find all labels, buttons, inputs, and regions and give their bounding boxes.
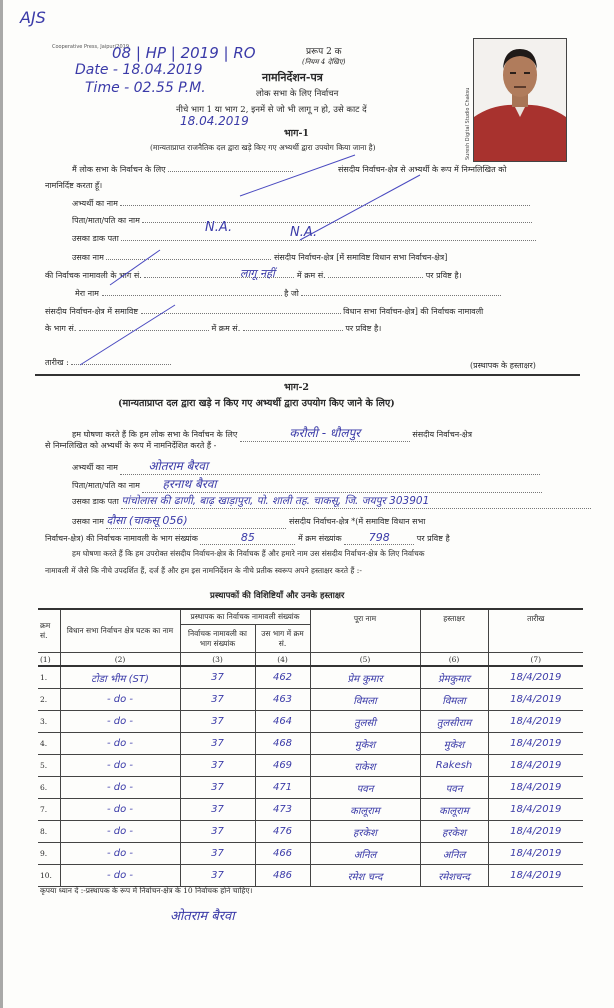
row-date[interactable]: 18/4/2019 [488, 689, 583, 711]
proposers-table [38, 608, 583, 887]
form-number: प्ररूप 2 क [306, 47, 342, 57]
table-row [38, 777, 583, 799]
row-date[interactable]: 18/4/2019 [488, 799, 583, 821]
row-signature[interactable]: तुलसीराम [420, 711, 488, 733]
header-roll-group: प्रस्थापक का निर्वाचक नामावली संख्यांक [180, 609, 310, 625]
row-full-name[interactable]: पवन [310, 777, 420, 799]
part1-line2: नामनिर्दिष्ट करता हूँ। [45, 181, 103, 190]
row-full-name[interactable]: विमला [310, 689, 420, 711]
handwritten-time: Time - 02.55 P.M. [85, 80, 206, 96]
row-assembly[interactable]: - do - [60, 733, 180, 755]
table-row [38, 711, 583, 733]
part2-address-label: उसका डाक पता [72, 497, 119, 506]
header-date: तारीख [488, 609, 583, 653]
row-assembly[interactable]: टोडा भीम (ST) [60, 666, 180, 689]
table-row [38, 666, 583, 689]
row-date[interactable]: 18/4/2019 [488, 865, 583, 887]
strike-note-na-3: लागू नहीं [240, 267, 275, 280]
header-sno: क्रम सं. [38, 609, 60, 653]
row-sno: 8. [38, 821, 60, 843]
row-signature[interactable]: रमेशचन्द [420, 865, 488, 887]
row-assembly[interactable]: - do - [60, 843, 180, 865]
row-sno: 4. [38, 733, 60, 755]
header-signature: हस्ताक्षर [420, 609, 488, 653]
part2-candidate-label: अभ्यर्थी का नाम [72, 463, 118, 472]
part1-serial-label: में क्रम सं. [296, 271, 326, 280]
part1-constituency-text: संसदीय निर्वाचन-क्षेत्र [में समाविष्ट विधान सभा निर्वाचन-क्षेत्र] [273, 253, 448, 262]
strike-note-na-2: N.A. [290, 225, 318, 240]
candidate-signature: ओतराम बैरवा [170, 909, 235, 924]
part2-serial-label: में क्रम संख्यांक [297, 534, 342, 543]
form-rule: (नियम 4 देखिए) [302, 58, 346, 66]
part1-serial-label-2: में क्रम सं. [211, 324, 241, 333]
row-date[interactable]: 18/4/2019 [488, 821, 583, 843]
row-signature[interactable]: पवन [420, 777, 488, 799]
colnum-4: (4) [255, 653, 310, 667]
colnum-1: (1) [38, 653, 60, 667]
part2-heading: भाग-2 [284, 382, 310, 393]
row-part-no[interactable]: 37 [180, 711, 255, 733]
row-sno: 2. [38, 689, 60, 711]
part2-hisname-label: उसका नाम [72, 517, 104, 526]
part2-decl-a: हम घोषणा करते हैं कि हम लोक सभा के निर्वाचन के लिए [72, 430, 238, 439]
corner-annotation: AJS [20, 8, 46, 27]
part1-roll-part-label: की निर्वाचक नामावली के भाग सं. [45, 271, 142, 280]
row-serial-no[interactable]: 463 [255, 689, 310, 711]
part1-candidate-label: अभ्यर्थी का नाम [72, 199, 118, 208]
row-full-name[interactable]: तुलसी [310, 711, 420, 733]
row-sno: 6. [38, 777, 60, 799]
row-serial-no[interactable]: 466 [255, 843, 310, 865]
row-serial-no[interactable]: 468 [255, 733, 310, 755]
colnum-3: (3) [180, 653, 255, 667]
part1-hisname-label: उसका नाम [72, 253, 104, 262]
row-signature[interactable]: विमला [420, 689, 488, 711]
part2-candidate-field[interactable]: ओतराम बैरवा [120, 457, 540, 475]
part2-hisname-field[interactable]: दौसा (चाकसू 056) [106, 513, 286, 529]
row-full-name[interactable]: मुकेश [310, 733, 420, 755]
part1-included-label: संसदीय निर्वाचन-क्षेत्र में समाविष्ट [45, 307, 139, 316]
row-date[interactable]: 18/4/2019 [488, 755, 583, 777]
row-assembly[interactable]: - do - [60, 711, 180, 733]
row-serial-no[interactable]: 473 [255, 799, 310, 821]
row-serial-no[interactable]: 469 [255, 755, 310, 777]
row-date[interactable]: 18/4/2019 [488, 711, 583, 733]
colnum-5: (5) [310, 653, 420, 667]
row-part-no[interactable]: 37 [180, 843, 255, 865]
row-part-no[interactable]: 37 [180, 865, 255, 887]
row-full-name[interactable]: रमेश चन्द [310, 865, 420, 887]
row-part-no[interactable]: 37 [180, 777, 255, 799]
row-serial-no[interactable]: 462 [255, 666, 310, 689]
row-part-no[interactable]: 37 [180, 733, 255, 755]
table-row [38, 689, 583, 711]
row-sno: 1. [38, 666, 60, 689]
handwritten-date-below: 18.04.2019 [180, 114, 249, 128]
strike-lines [0, 0, 614, 400]
row-sno: 3. [38, 711, 60, 733]
part2-roll-part-field[interactable]: 85 [200, 531, 295, 545]
part1-myname-label: मेरा नाम [75, 289, 99, 298]
part1-date-label: तारीख : [45, 358, 69, 367]
row-assembly[interactable]: - do - [60, 777, 180, 799]
part1-entered-label-2: पर प्रविष्ट है। [345, 324, 382, 333]
row-date[interactable]: 18/4/2019 [488, 777, 583, 799]
part1-signature-label: (प्रस्थापक के हस्ताक्षर) [470, 361, 536, 370]
part2-entered-label: पर प्रविष्ट है [416, 534, 450, 543]
part2-father-field[interactable]: हरनाथ बैरवा [142, 475, 542, 493]
handwritten-ref: 08 | HP | 2019 | RO [112, 44, 256, 62]
row-serial-no[interactable]: 476 [255, 821, 310, 843]
part1-address-label: उसका डाक पता [72, 234, 119, 243]
colnum-2: (2) [60, 653, 180, 667]
row-assembly[interactable]: - do - [60, 689, 180, 711]
form-title: नामनिर्देशन-पत्र [262, 71, 323, 84]
part2-constituency-text: संसदीय निर्वाचन-क्षेत्र *(में समाविष्ट विधान सभा [288, 517, 426, 526]
row-signature[interactable]: हरकेश [420, 821, 488, 843]
part1-subheading: (मान्यताप्राप्त राजनैतिक दल द्वारा खड़े किए गए अभ्यर्थी द्वारा उपयोग किया जाना है) [150, 143, 376, 152]
part2-decl-c: से निम्नलिखित को अभ्यर्थी के रूप में नामनिर्देशित करते हैं - [45, 441, 217, 450]
part1-heading: भाग-1 [284, 128, 310, 139]
part1-assembly-label: विधान सभा निर्वाचन-क्षेत्र] की निर्वाचक नामावली [343, 307, 484, 316]
part2-constituency-field[interactable]: करौली - धौलपुर [240, 424, 410, 442]
part1-part-no-label: के भाग सं. [45, 324, 77, 333]
form-instruction: नीचे भाग 1 या भाग 2, इनमें से जो भी लागू न हो, उसे काट दें [176, 105, 367, 115]
row-full-name[interactable]: अनिल [310, 843, 420, 865]
row-date[interactable]: 18/4/2019 [488, 843, 583, 865]
row-part-no[interactable]: 37 [180, 821, 255, 843]
row-serial-no[interactable]: 486 [255, 865, 310, 887]
row-full-name[interactable]: राकेश [310, 755, 420, 777]
part1-line1a: मैं लोक सभा के निर्वाचन के लिए [72, 165, 166, 174]
header-assembly: विधान सभा निर्वाचन क्षेत्र घटक का नाम [60, 609, 180, 653]
row-serial-no[interactable]: 471 [255, 777, 310, 799]
table-row [38, 821, 583, 843]
row-sno: 5. [38, 755, 60, 777]
row-signature[interactable]: Rakesh [420, 755, 488, 777]
table-row [38, 799, 583, 821]
press-stamp: Cooperative Press, Jaipur/2019 [52, 44, 130, 50]
part2-decl2-line2: नामावली में जैसे कि नीचे उपदर्शित हैं, दर्ज हैं और हम इस नामनिर्देशन के नीचे प्रतीक स्वरूप अपने हस्ताक्षर करते हैं :- [45, 566, 362, 575]
part2-father-label: पिता/माता/पति का नाम [72, 481, 140, 490]
row-full-name[interactable]: कालूराम [310, 799, 420, 821]
part2-serial-field[interactable]: 798 [344, 531, 414, 545]
header-part-no: निर्वाचक नामावली का भाग संख्यांक [180, 625, 255, 653]
row-sno: 7. [38, 799, 60, 821]
row-part-no[interactable]: 37 [180, 666, 255, 689]
table-row [38, 865, 583, 887]
photo-studio-label: Suresh Digital Studio Chaksu [465, 87, 471, 160]
part2-subheading: (मान्यताप्राप्त दल द्वारा खड़े न किए गए अभ्यर्थी द्वारा उपयोग किए जाने के लिए) [118, 398, 395, 409]
handwritten-date: Date - 18.04.2019 [75, 62, 203, 78]
row-assembly[interactable]: - do - [60, 755, 180, 777]
header-full-name: पूरा नाम [310, 609, 420, 653]
part2-decl2-line1: हम घोषणा करते हैं कि हम उपरोक्त संसदीय निर्वाचन-क्षेत्र के निर्वाचक हैं और हमारे नाम उस संसदीय निर्वाचन-क्षेत्र के लिए निर्वाचक [72, 549, 425, 558]
row-signature[interactable]: प्रेमकुमार [420, 666, 488, 689]
footer-note: कृपया ध्यान दें :-प्रस्थापक के रूप में निर्वाचन-क्षेत्र के 10 निर्वाचक होने चाहिए। [40, 886, 253, 895]
row-signature[interactable]: कालूराम [420, 799, 488, 821]
row-sno: 9. [38, 843, 60, 865]
row-assembly[interactable]: - do - [60, 799, 180, 821]
row-assembly[interactable]: - do - [60, 865, 180, 887]
table-row [38, 843, 583, 865]
colnum-6: (6) [420, 653, 488, 667]
strike-note-na-1: N.A. [205, 220, 233, 235]
section-divider [35, 374, 580, 376]
part1-is-label: है जो [284, 289, 299, 298]
part2-decl-b: संसदीय निर्वाचन-क्षेत्र [412, 430, 473, 439]
row-full-name[interactable]: हरकेश [310, 821, 420, 843]
part1-entered-label: पर प्रविष्ट है। [425, 271, 462, 280]
row-date[interactable]: 18/4/2019 [488, 666, 583, 689]
part2-roll-line: निर्वाचन-क्षेत्र) की निर्वाचक नामावली के भाग संख्यांक [45, 534, 198, 543]
table-row [38, 733, 583, 755]
row-part-no[interactable]: 37 [180, 755, 255, 777]
row-full-name[interactable]: प्रेम कुमार [310, 666, 420, 689]
row-serial-no[interactable]: 464 [255, 711, 310, 733]
header-serial-no: उस भाग में क्रम सं. [255, 625, 310, 653]
row-signature[interactable]: अनिल [420, 843, 488, 865]
row-part-no[interactable]: 37 [180, 799, 255, 821]
row-part-no[interactable]: 37 [180, 689, 255, 711]
colnum-7: (7) [488, 653, 583, 667]
part2-address-field[interactable]: पांचोलास की ढाणी, बाढ़ खाड़ापुरा, पो. शाली तह. चाकसू, जि. जयपुर 303901 [121, 494, 591, 509]
table-row [38, 755, 583, 777]
row-signature[interactable]: मुकेश [420, 733, 488, 755]
proposers-table-title: प्रस्थापकों की विशिष्टियाँ और उनके हस्ताक्षर [210, 591, 345, 601]
row-sno: 10. [38, 865, 60, 887]
form-subtitle: लोक सभा के लिए निर्वाचन [256, 89, 339, 99]
row-date[interactable]: 18/4/2019 [488, 733, 583, 755]
part1-father-label: पिता/माता/पति का नाम [72, 216, 140, 225]
row-assembly[interactable]: - do - [60, 821, 180, 843]
part1-line1b: संसदीय निर्वाचन-क्षेत्र से अभ्यर्थी के रूप में निम्नलिखित को [338, 165, 507, 174]
